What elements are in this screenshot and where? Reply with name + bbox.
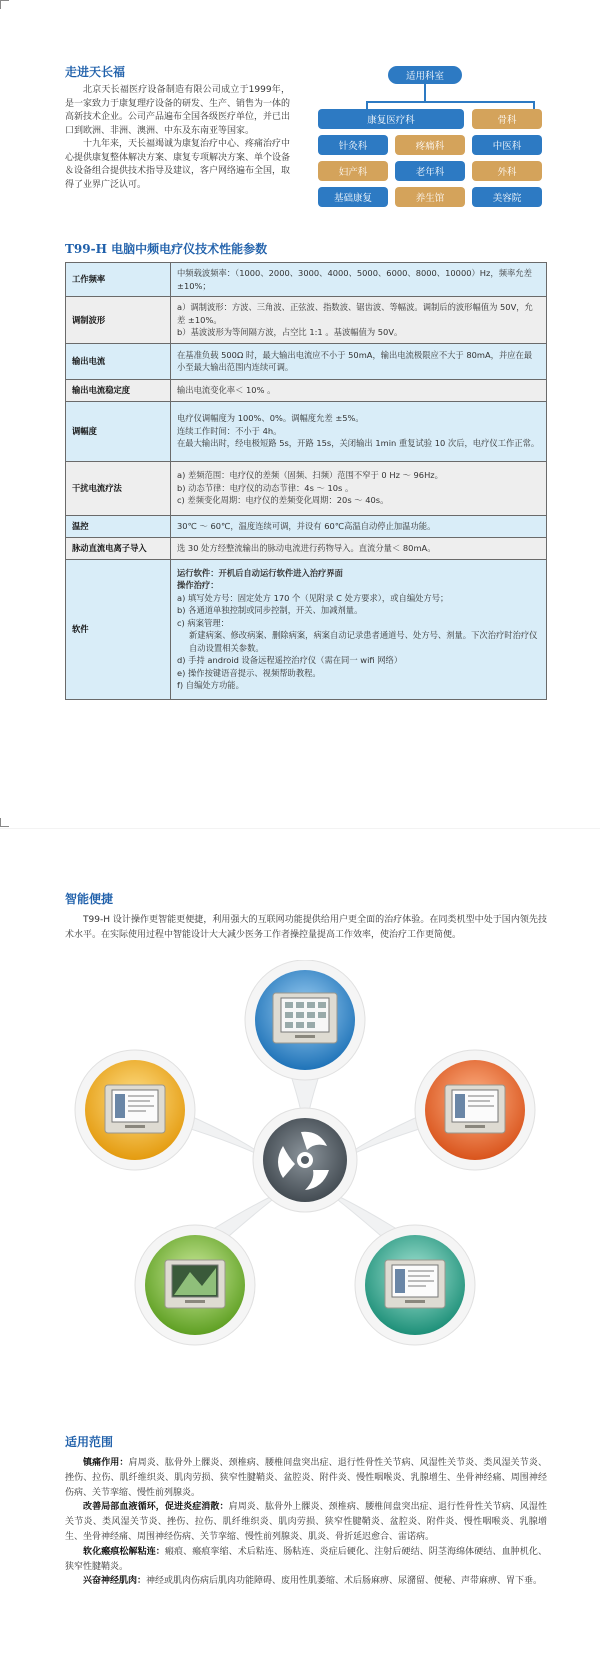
device-flower-diagram xyxy=(70,960,540,1360)
tree-connector-left xyxy=(366,101,368,109)
scope-item-label: 改善局部血液循环，促进炎症消散： xyxy=(83,1502,229,1513)
spec-value xyxy=(171,515,547,537)
scope-item-text: 瘢痕、瘢痕挛缩、术后粘连、肠粘连、炎症后硬化、注射后硬结、阴茎海绵体硬结、血肿机化、狭窄性腱鞘炎。 xyxy=(65,1546,547,1572)
spec-value-line: c) 差频变化周期：电疗仪的差频变化周期：20s ～ 40s。 xyxy=(177,495,389,506)
tree-connector-right xyxy=(533,101,535,109)
dept-pain: 疼痛科 xyxy=(395,135,465,155)
spec-value xyxy=(171,537,547,559)
spec-value xyxy=(171,559,547,699)
spec-row xyxy=(66,297,547,344)
scope-item-text: 神经或肌肉伤病后肌肉功能障碍、废用性肌萎缩、术后肠麻痹、尿潴留、便秘、声带麻痹、胃下垂。 xyxy=(146,1576,543,1587)
spec-title: T99-H 电脑中频电疗仪技术性能参数 xyxy=(65,242,268,256)
spec-value xyxy=(171,379,547,401)
dept-acupuncture: 针灸科 xyxy=(318,135,388,155)
device-screen-right xyxy=(445,1085,505,1133)
spec-value-line: 30℃ ～ 60℃，温度连续可调，并设有 60℃高温自动停止加温功能。 xyxy=(177,520,436,531)
spec-value-line: 选 30 处方经整流输出的脉动电流进行药物导入。直流分量＜ 80mA。 xyxy=(177,542,436,553)
intro-title: 走进天长福 xyxy=(65,65,126,79)
spec-value-line: 在最大输出时，经电极短路 5s，开路 15s，关闭输出 1min 重复试验 10 次后，电疗仪工作正常。 xyxy=(177,438,540,449)
page-separator xyxy=(0,828,600,829)
spec-row xyxy=(66,379,547,401)
dept-geriatrics: 老年科 xyxy=(395,161,465,181)
spec-value-line: e) 操作按键语音提示、视频帮助教程。 xyxy=(177,667,321,678)
scope-item xyxy=(65,1574,547,1589)
spec-row xyxy=(66,263,547,297)
spec-value-line: b）基波波形为等间隔方波，占空比 1:1 。基波幅值为 50V。 xyxy=(177,327,403,337)
spec-key: 输出电流 xyxy=(66,343,171,379)
dept-root: 适用科室 xyxy=(388,66,462,84)
intro-paragraph-1: 北京天长福医疗设备制造有限公司成立于1999年，是一家致力于康复理疗设备的研发、生产、销售为一体的高新技术企业。公司产品遍布全国各级医疗单位，并已出口到欧洲、非洲、澳洲、中东及东南亚等国家。 xyxy=(65,85,291,136)
tree-connector-bar xyxy=(366,101,534,103)
intro-paragraph-2: 十九年来，天长福竭诚为康复治疗中心、疼痛治疗中心提供康复整体解决方案、康复专项解决方案、单个设备＆设备组合提供技术指导及建议，客户网络遍布全国，取得了业界广泛认可。 xyxy=(65,139,291,190)
spec-key: 脉动直流电离子导入 xyxy=(66,537,171,559)
dept-gynecology: 妇产科 xyxy=(318,161,388,181)
crop-mark-bottom-left xyxy=(0,818,9,827)
spec-row xyxy=(66,461,547,515)
spec-value-line: c) 病案管理： xyxy=(177,617,229,628)
spec-value-line: 运行软件：开机后自动运行软件进入治疗界面 xyxy=(177,567,343,578)
spec-table xyxy=(65,262,547,700)
smart-text: T99-H 设计操作更智能更便捷，利用强大的互联网功能提供给用户更全面的治疗体验。在同类机型中处于国内领先技术水平。在实际使用过程中智能设计大大减少医务工作者操控量提高工作效率，使治疗工作更简便。 xyxy=(65,915,547,940)
spec-key: 调制波形 xyxy=(66,297,171,344)
tree-connector-root xyxy=(424,84,426,102)
scope-title: 适用范围 xyxy=(65,1435,114,1449)
device-screen-top xyxy=(273,993,337,1043)
dept-rehab: 康复医疗科 xyxy=(318,109,464,129)
scope-item xyxy=(65,1500,547,1544)
dept-beauty: 美容院 xyxy=(472,187,542,207)
dept-ortho: 骨科 xyxy=(472,109,542,129)
spec-value xyxy=(171,461,547,515)
scope-item-text: 肩周炎、肱骨外上髁炎、颈椎病、腰椎间盘突出症、退行性骨性关节病、风湿性关节炎、类风湿关节炎、挫伤、拉伤、肌纤维织炎、肌肉劳损、狭窄性腱鞘炎、盆腔炎、附件炎、慢性咽喉炎、乳腺增生、坐骨神经痛、周围神经伤病、关节挛缩、慢性前列腺炎。 xyxy=(65,1458,547,1498)
spec-value-line: 在基准负载 500Ω 时，最大输出电流应不小于 50mA，输出电流极限应不大于 80mA，并应在最小至最大输出范围内连续可调。 xyxy=(177,349,533,372)
spec-value-line: 连续工作时间：不小于 4h。 xyxy=(177,425,282,436)
spec-value-line: 新建病案、修改病案、删除病案，病案自动记录患者通道号、处方号、剂量。下次治疗时治疗仪自动设置相关参数。 xyxy=(189,630,538,653)
spec-value-line: a) 差频范围：电疗仪的差频（固频、扫频）范围不窄于 0 Hz ～ 96Hz。 xyxy=(177,470,443,481)
device-screen-bottom-left xyxy=(165,1260,225,1308)
scope-item-text: 肩周炎、肱骨外上髁炎、颈椎病、腰椎间盘突出症、退行性骨性关节病、风湿性关节炎、类风湿关节炎、挫伤、拉伤、肌纤维织炎、肌肉劳损、狭窄性腱鞘炎、盆腔炎、附件炎、慢性咽喉炎、乳腺增生、坐骨神经痛、周围神经伤病、关节挛缩、慢性前列腺炎、肌炎、骨折延迟愈合、雷诺病。 xyxy=(65,1502,547,1542)
smart-title: 智能便捷 xyxy=(65,892,114,906)
dept-basic-rehab: 基础康复 xyxy=(318,187,388,207)
spec-value xyxy=(171,297,547,344)
crop-mark-top-left xyxy=(0,0,9,9)
spec-value xyxy=(171,263,547,297)
scope-item-label: 镇痛作用： xyxy=(83,1458,129,1468)
spec-row xyxy=(66,559,547,699)
spec-value-line: d) 手持 android 设备远程遥控治疗仪（需在同一 wifi 网络） xyxy=(177,655,403,665)
spec-value xyxy=(171,401,547,461)
spec-key: 工作频率 xyxy=(66,263,171,297)
spec-value-line: 输出电流变化率＜ 10% 。 xyxy=(177,384,276,395)
scope-item xyxy=(65,1456,547,1500)
device-screen-bottom-right xyxy=(385,1260,445,1308)
spec-value-line: 操作治疗： xyxy=(177,580,219,590)
spec-value-line: a）调制波形：方波、三角波、正弦波、指数波、锯齿波、等幅波。调制后的波形幅值为 50V，允差 ±10%。 xyxy=(177,302,533,325)
spec-value xyxy=(171,343,547,379)
spec-value-line: 电疗仪调幅度为 100%、0%。调幅度允差 ±5%。 xyxy=(177,413,364,424)
scope-item xyxy=(65,1545,547,1575)
spec-value-line: f) 自编处方功能。 xyxy=(177,680,244,690)
device-screen-left xyxy=(105,1085,165,1133)
dept-wellness: 养生馆 xyxy=(395,187,465,207)
intro-text xyxy=(65,84,290,192)
spec-key: 输出电流稳定度 xyxy=(66,379,171,401)
spec-row xyxy=(66,515,547,537)
spec-key: 温控 xyxy=(66,515,171,537)
spec-key: 软件 xyxy=(66,559,171,699)
spec-key: 干扰电流疗法 xyxy=(66,461,171,515)
spec-key: 调幅度 xyxy=(66,401,171,461)
spec-value-line: b) 动态节律：电疗仪的动态节律：4s ～ 10s 。 xyxy=(177,482,354,493)
spec-value-line: b) 各通道单独控制或同步控制，开关、加减剂量。 xyxy=(177,605,363,615)
spec-row xyxy=(66,343,547,379)
scope-item-label: 软化瘢痕松解粘连： xyxy=(83,1546,165,1557)
scope-item-label: 兴奋神经肌肉： xyxy=(83,1576,147,1587)
spec-value-line: 中频载波频率：（1000、2000、3000、4000、5000、6000、8000、10000）Hz，频率允差 ±10%； xyxy=(177,268,532,291)
dept-surgery: 外科 xyxy=(472,161,542,181)
scope-list xyxy=(65,1456,547,1589)
dept-tcm: 中医科 xyxy=(472,135,542,155)
spec-value-line: a) 填写处方号：固定处方 170 个（见附录 C 处方要求），或自编处方号； xyxy=(177,592,449,603)
spec-row xyxy=(66,537,547,559)
spec-row xyxy=(66,401,547,461)
